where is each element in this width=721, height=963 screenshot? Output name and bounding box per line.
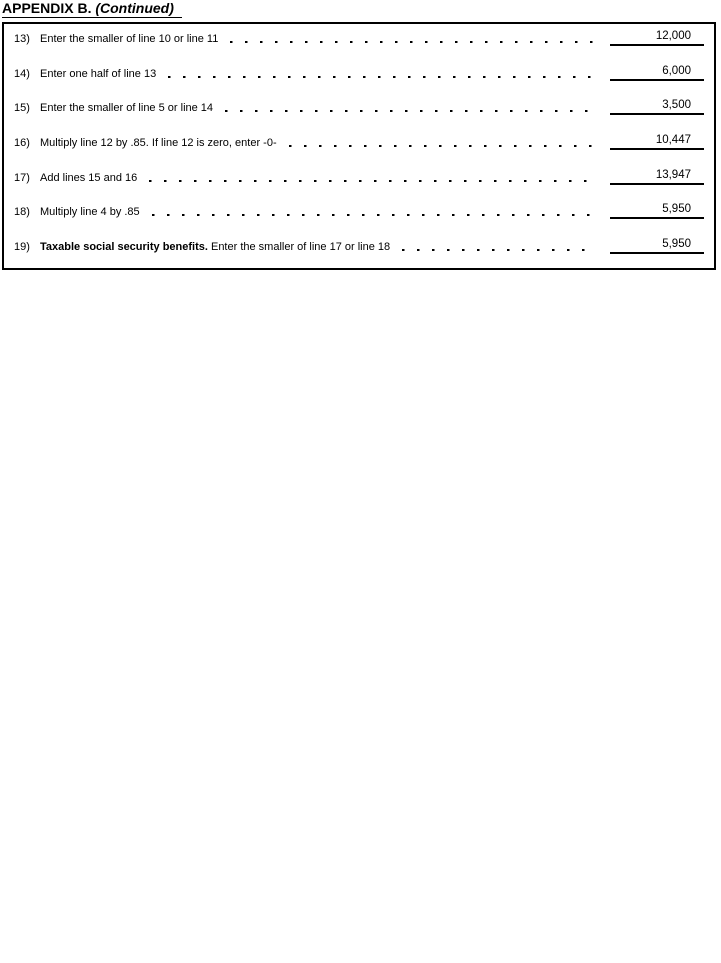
line-number: 17) <box>14 172 30 184</box>
line-value: 3,500 <box>610 98 704 115</box>
dot-leader <box>168 76 594 79</box>
line-number: 18) <box>14 206 30 218</box>
appendix-title-continued: (Continued) <box>95 0 174 16</box>
line-description: Enter one half of line 13 <box>40 68 157 80</box>
line-value: 13,947 <box>610 168 704 185</box>
line-description: Enter the smaller of line 5 or line 14 <box>40 102 214 114</box>
dot-leader <box>149 180 594 183</box>
line-description: Enter the smaller of line 10 or line 11 <box>40 33 219 45</box>
worksheet-row-17 <box>12 165 704 185</box>
worksheet-row-15 <box>12 95 704 115</box>
line-value: 5,950 <box>610 202 704 219</box>
dot-leader <box>225 110 594 113</box>
line-value: 10,447 <box>610 133 704 150</box>
line-description: Add lines 15 and 16 <box>40 172 138 184</box>
line-value: 12,000 <box>610 29 704 46</box>
worksheet-row-19 <box>12 234 704 254</box>
line-number: 16) <box>14 137 30 149</box>
line-description: Multiply line 12 by .85. If line 12 is zero, enter -0- <box>40 137 277 149</box>
line-number: 19) <box>14 241 30 253</box>
line-description-rest: Enter the smaller of line 17 or line 18 <box>207 241 391 253</box>
dot-leader <box>289 145 594 148</box>
line-description: Multiply line 4 by .85 <box>40 206 140 218</box>
line-description-bold: Taxable social security benefits. <box>40 241 208 253</box>
dot-leader <box>230 41 594 44</box>
line-value: 6,000 <box>610 64 704 81</box>
appendix-title <box>2 1 182 18</box>
worksheet-row-14 <box>12 61 704 81</box>
worksheet-row-16 <box>12 130 704 150</box>
worksheet-box <box>2 22 716 270</box>
line-value: 5,950 <box>610 237 704 254</box>
appendix-title-main: APPENDIX B. <box>2 0 92 16</box>
line-number: 15) <box>14 102 30 114</box>
line-number: 14) <box>14 68 30 80</box>
worksheet-row-18 <box>12 199 704 219</box>
dot-leader <box>402 249 594 252</box>
dot-leader <box>152 214 594 217</box>
line-description <box>40 240 390 254</box>
line-number: 13) <box>14 33 30 45</box>
worksheet-row-13 <box>12 26 704 46</box>
